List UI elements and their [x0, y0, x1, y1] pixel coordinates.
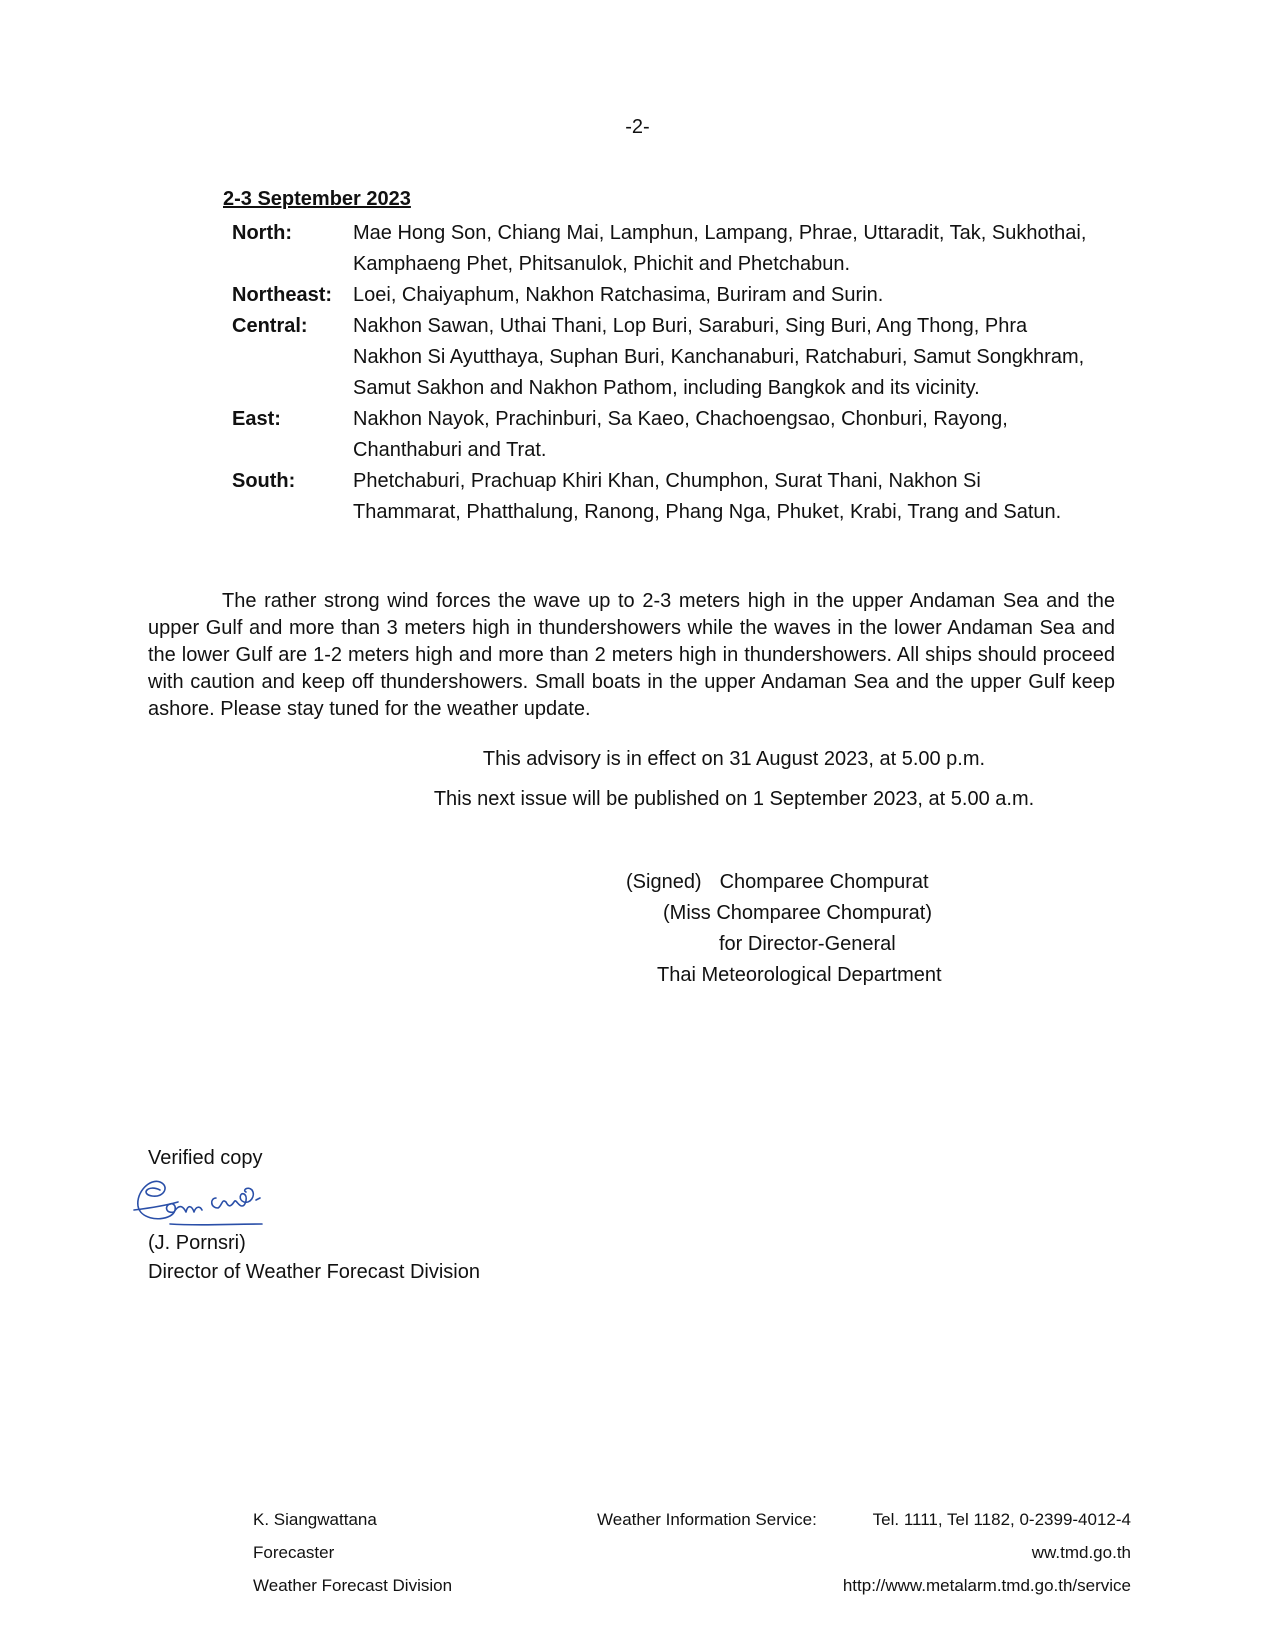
- region-table: [232, 218, 1112, 528]
- signer-full-name: (Miss Chomparee Chompurat): [663, 902, 932, 924]
- signer-name: Chomparee Chompurat: [719, 871, 929, 893]
- region-provinces: Loei, Chaiyaphum, Nakhon Ratchasima, Buriram and Surin.: [353, 284, 884, 306]
- forecaster-role: Forecaster: [253, 1543, 335, 1562]
- for-director-general: for Director-General: [719, 933, 896, 955]
- verifier-title: Director of Weather Forecast Division: [148, 1261, 480, 1283]
- signed-label: (Signed): [626, 871, 702, 893]
- forecaster-division: Weather Forecast Division: [253, 1576, 453, 1595]
- region-row-northeast: [232, 280, 1112, 311]
- signed-line: [626, 867, 929, 898]
- region-provinces: Nakhon Nayok, Prachinburi, Sa Kaeo, Chachoengsao, Chonburi, Rayong, Chanthaburi and Trat.: [353, 408, 1008, 461]
- region-provinces: Mae Hong Son, Chiang Mai, Lamphun, Lampang, Phrae, Uttaradit, Tak, Sukhothai, Kamphaeng Phet, Phitsanulok, Phichit and Phetchabun.: [353, 222, 1087, 275]
- page-number: -2-: [625, 116, 650, 138]
- next-issue-line: This next issue will be published on 1 September 2023, at 5.00 a.m.: [433, 788, 1035, 810]
- region-name: East:: [232, 408, 281, 430]
- telephone-numbers: Tel. 1111, Tel 1182, 0-2399-4012-4: [872, 1510, 1131, 1529]
- website-link[interactable]: ww.tmd.go.th: [1031, 1543, 1131, 1562]
- service-label: Weather Information Service:: [597, 1510, 817, 1529]
- region-row-north: [232, 218, 1112, 280]
- region-name: Central:: [232, 315, 308, 337]
- section-date-heading: 2-3 September 2023: [223, 188, 411, 210]
- handwritten-signature-icon: [130, 1172, 278, 1234]
- region-row-central: [232, 311, 1112, 404]
- region-provinces: Phetchaburi, Prachuap Khiri Khan, Chumphon, Surat Thani, Nakhon Si Thammarat, Phatthalung, Ranong, Phang Nga, Phuket, Krabi, Trang and Satun.: [353, 470, 1062, 523]
- department-name: Thai Meteorological Department: [657, 964, 942, 986]
- region-provinces: Nakhon Sawan, Uthai Thani, Lop Buri, Saraburi, Sing Buri, Ang Thong, Phra Nakhon Si Ayutthaya, Suphan Buri, Kanchanaburi, Ratchaburi, Samut Songkhram, Samut Sakhon and Nakhon Pathom, including Bangkok and its vicinity.: [353, 315, 1085, 399]
- advisory-body-paragraph: The rather strong wind forces the wave up to 2-3 meters high in the upper Andaman Sea and the upper Gulf and more than 3 meters high in thundershowers while the waves in the lower Andaman Sea and the lower Gulf are 1-2 meters high and more than 2 meters high in thundershowers. All ships should proceed with caution and keep off thundershowers. Small boats in the upper Andaman Sea and the upper Gulf keep ashore. Please stay tuned for the weather update.: [148, 590, 1115, 720]
- region-row-south: [232, 466, 1112, 528]
- region-name: North:: [232, 222, 292, 244]
- region-name: South:: [232, 470, 296, 492]
- region-row-east: [232, 404, 1112, 466]
- verified-copy-label: Verified copy: [148, 1147, 263, 1169]
- advisory-effective-line: This advisory is in effect on 31 August 2023, at 5.00 p.m.: [482, 748, 986, 770]
- verifier-name: (J. Pornsri): [148, 1232, 246, 1254]
- service-url-link[interactable]: http://www.metalarm.tmd.go.th/service: [842, 1576, 1131, 1595]
- region-name: Northeast:: [232, 284, 333, 306]
- forecaster-name: K. Siangwattana: [253, 1510, 377, 1529]
